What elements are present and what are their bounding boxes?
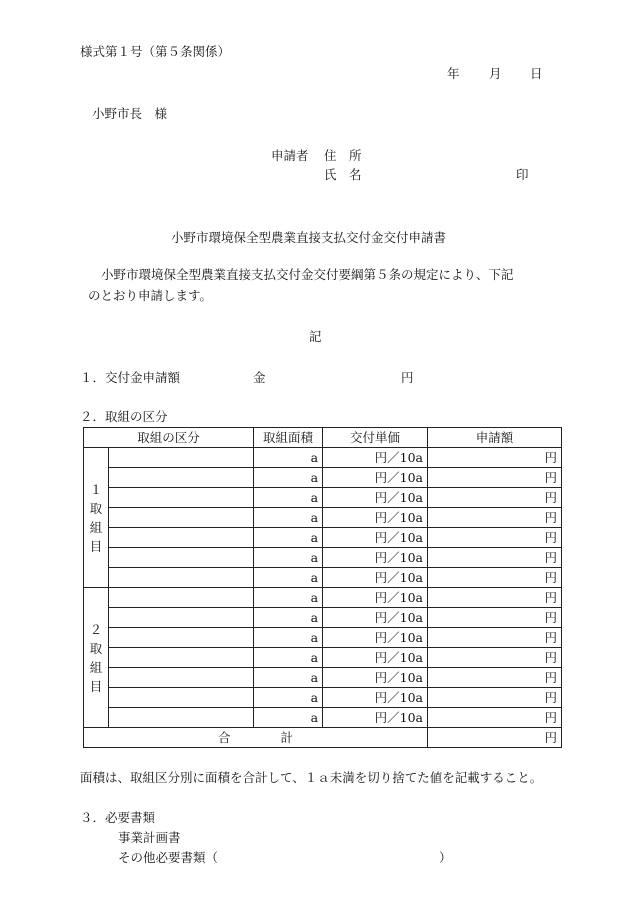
- category-cell[interactable]: [109, 688, 254, 708]
- unit-price-cell: 円／10a: [323, 708, 428, 728]
- unit-price-cell: 円／10a: [323, 448, 428, 468]
- amount-cell[interactable]: 円: [428, 628, 562, 648]
- body-text-line2: のとおり申請します。: [88, 288, 213, 303]
- header-amount: 申請額: [428, 428, 562, 448]
- area-cell[interactable]: a: [254, 468, 323, 488]
- seal-mark: 印: [516, 167, 529, 182]
- efforts-table: [83, 427, 562, 748]
- area-cell[interactable]: a: [254, 508, 323, 528]
- category-cell[interactable]: [109, 488, 254, 508]
- category-cell[interactable]: [109, 588, 254, 608]
- amount-cell[interactable]: 円: [428, 688, 562, 708]
- required-doc-2: その他必要書類（: [118, 850, 219, 865]
- unit-price-cell: 円／10a: [323, 548, 428, 568]
- unit-price-cell: 円／10a: [323, 488, 428, 508]
- table-row: [84, 448, 562, 468]
- form-number: 様式第１号（第５条関係）: [80, 44, 231, 59]
- table-row: [84, 648, 562, 668]
- amount-cell[interactable]: 円: [428, 608, 562, 628]
- table-row: [84, 508, 562, 528]
- category-cell[interactable]: [109, 628, 254, 648]
- header-area: 取組面積: [254, 428, 323, 448]
- amount-cell[interactable]: 円: [428, 568, 562, 588]
- amount-cell[interactable]: 円: [428, 708, 562, 728]
- table-row: [84, 608, 562, 628]
- category-cell[interactable]: [109, 668, 254, 688]
- total-row: [84, 728, 562, 748]
- unit-price-cell: 円／10a: [323, 508, 428, 528]
- area-cell[interactable]: a: [254, 568, 323, 588]
- amount-cell[interactable]: 円: [428, 648, 562, 668]
- unit-price-cell: 円／10a: [323, 588, 428, 608]
- category-cell[interactable]: [109, 608, 254, 628]
- area-cell[interactable]: a: [254, 708, 323, 728]
- category-cell[interactable]: [109, 448, 254, 468]
- table-row: [84, 588, 562, 608]
- section1-kin: 金: [253, 370, 266, 385]
- section3-label: ３．必要書類: [80, 810, 156, 825]
- category-cell[interactable]: [109, 528, 254, 548]
- body-text-line1: 小野市環境保全型農業直接支払交付金交付要綱第５条の規定により、下記: [101, 267, 514, 282]
- amount-cell[interactable]: 円: [428, 548, 562, 568]
- required-doc-2-close: ）: [439, 850, 452, 865]
- section2-label: ２．取組の区分: [80, 409, 168, 424]
- applicant-label: 申請者: [271, 148, 309, 163]
- area-cell[interactable]: a: [254, 628, 323, 648]
- recipient: 小野市長 様: [92, 106, 168, 121]
- category-cell[interactable]: [109, 568, 254, 588]
- area-cell[interactable]: a: [254, 608, 323, 628]
- group2-label: ２ 取 組 目: [84, 588, 109, 728]
- required-doc-1: 事業計画書: [118, 830, 181, 845]
- category-cell[interactable]: [109, 468, 254, 488]
- table-row: [84, 528, 562, 548]
- group1-label: １ 取 組 目: [84, 448, 109, 588]
- unit-price-cell: 円／10a: [323, 468, 428, 488]
- amount-cell[interactable]: 円: [428, 528, 562, 548]
- area-cell[interactable]: a: [254, 588, 323, 608]
- amount-cell[interactable]: 円: [428, 668, 562, 688]
- amount-cell[interactable]: 円: [428, 508, 562, 528]
- amount-cell[interactable]: 円: [428, 488, 562, 508]
- section1-label: １．交付金申請額: [80, 370, 181, 385]
- table-row: [84, 628, 562, 648]
- area-cell[interactable]: a: [254, 528, 323, 548]
- unit-price-cell: 円／10a: [323, 648, 428, 668]
- table-row: [84, 468, 562, 488]
- area-cell[interactable]: a: [254, 488, 323, 508]
- unit-price-cell: 円／10a: [323, 528, 428, 548]
- date-month-label: 月: [489, 66, 502, 81]
- table-row: [84, 708, 562, 728]
- table-row: [84, 548, 562, 568]
- table-row: [84, 568, 562, 588]
- ki-heading: 記: [309, 329, 322, 344]
- unit-price-cell: 円／10a: [323, 628, 428, 648]
- area-cell[interactable]: a: [254, 648, 323, 668]
- name-label: 氏 名: [324, 167, 362, 182]
- unit-price-cell: 円／10a: [323, 668, 428, 688]
- total-label: 合 計: [84, 728, 428, 748]
- header-unit-price: 交付単価: [323, 428, 428, 448]
- category-cell[interactable]: [109, 708, 254, 728]
- unit-price-cell: 円／10a: [323, 688, 428, 708]
- date-year-label: 年: [447, 66, 460, 81]
- amount-cell[interactable]: 円: [428, 468, 562, 488]
- category-cell[interactable]: [109, 548, 254, 568]
- unit-price-cell: 円／10a: [323, 608, 428, 628]
- area-note: 面積は、取組区分別に面積を合計して、１ａ未満を切り捨てた値を記載すること。: [80, 770, 543, 785]
- date-day-label: 日: [530, 66, 543, 81]
- unit-price-cell: 円／10a: [323, 568, 428, 588]
- header-category: 取組の区分: [84, 428, 254, 448]
- section1-yen: 円: [401, 370, 414, 385]
- total-amount-cell[interactable]: 円: [428, 728, 562, 748]
- area-cell[interactable]: a: [254, 548, 323, 568]
- category-cell[interactable]: [109, 508, 254, 528]
- area-cell[interactable]: a: [254, 448, 323, 468]
- category-cell[interactable]: [109, 648, 254, 668]
- table-row: [84, 488, 562, 508]
- amount-cell[interactable]: 円: [428, 448, 562, 468]
- amount-cell[interactable]: 円: [428, 588, 562, 608]
- table-row: [84, 668, 562, 688]
- area-cell[interactable]: a: [254, 668, 323, 688]
- table-header-row: [84, 428, 562, 448]
- address-label: 住 所: [324, 148, 362, 163]
- area-cell[interactable]: a: [254, 688, 323, 708]
- table-row: [84, 688, 562, 708]
- document-title: 小野市環境保全型農業直接支払交付金交付申請書: [171, 230, 447, 245]
